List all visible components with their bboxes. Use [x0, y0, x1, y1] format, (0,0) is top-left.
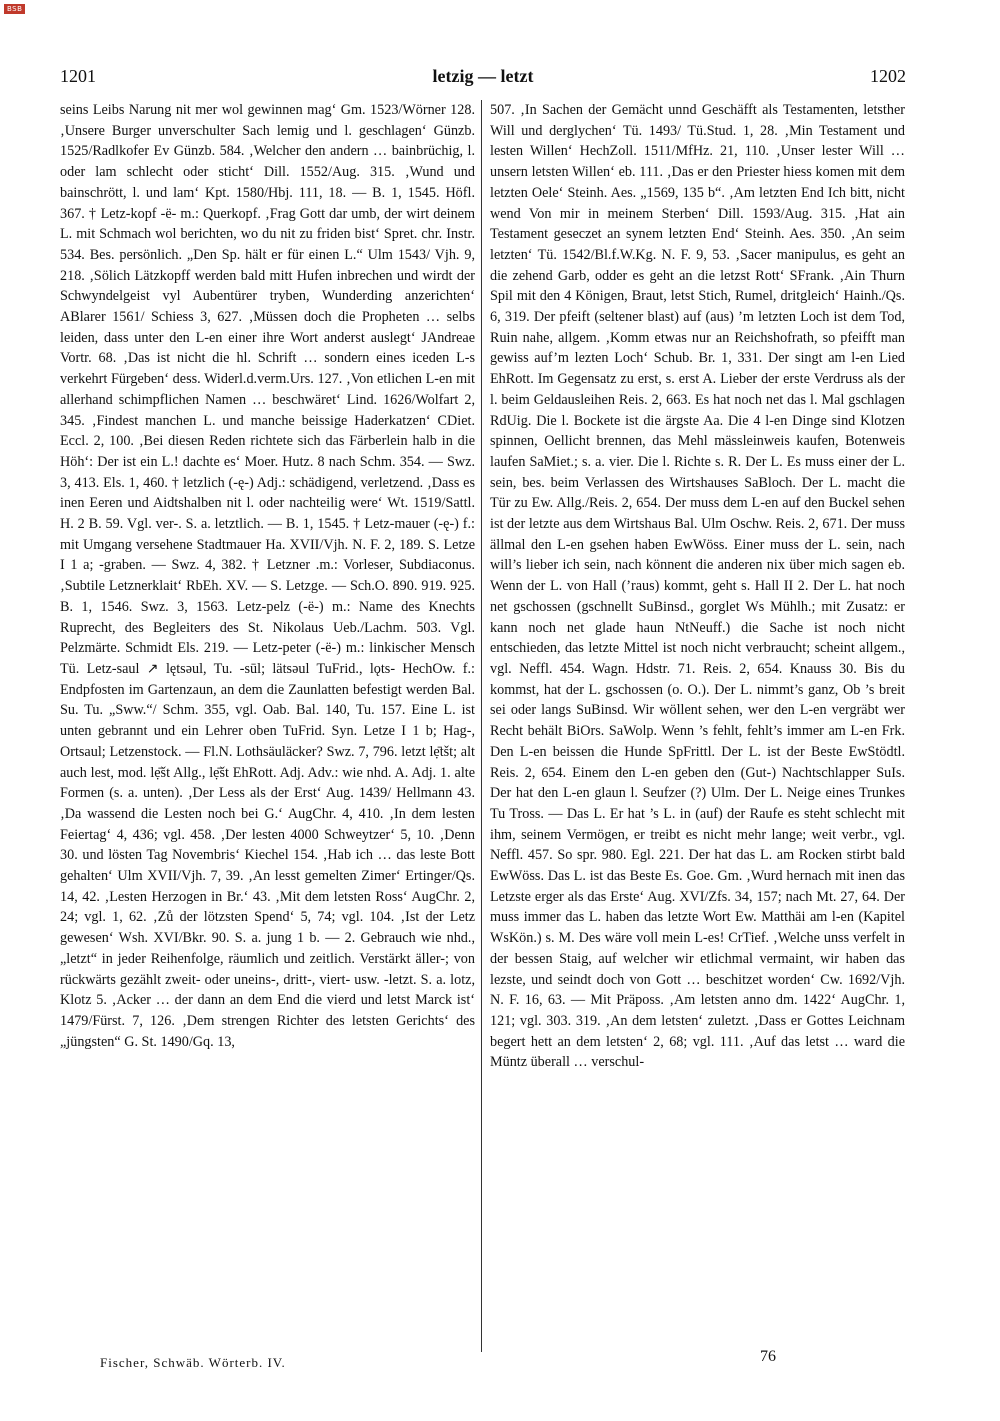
column-divider: [481, 100, 482, 1352]
page-number-right: 1202: [870, 66, 906, 86]
page-header: [60, 66, 906, 90]
column-left: [60, 100, 475, 1355]
column-right-text: 507. ‚In Sachen der Gemächt unnd Geschäfft als Testamenten, letsther Will und derglychen‘ Tü. 1493/ Tü.Stud. 1, 28. ‚Min Testament und lesten Willen‘ HechZoll. 1511/MfHz. 21, 110. ‚Unser lester Will … unsern letsten Willen‘ eb. 111. ‚Das er den Priester hiess komen mit dem letzten Oele‘ Steinh. Aes. „1569, 135 b“. ‚Am letzten End Ich bitt, nicht wend Von mir in meinem Sterben‘ Dill. 1593/Aug. 315. ‚Hat ain Testament geseczet an synem letzten End‘ Steinh. Aes. 350. ‚An seim letzten‘ Tü. 1542/Bl.f.W.Kg. N. F. 9, 53. ‚Sacer manipulus, es geht an die zehend Garb, odder es geht an die letzst Rott‘ SFrank. ‚Ain Thurn Spil mit den 4 Königen, Braut, letst Stich, Rumel, dritgleich‘ Hainh./Qs. 6, 319. Der pfeift (seltener blast) auf (aus) ’m letzten Loch ist dem Tod, Ruin nahe, allgem. ‚Komm etwas nur an Reichshofrath, so pfeifft man gewiss auf’m lezten Loch‘ Schub. Br. 1, 331. Der singt am l-en Lied EhRott. Im Gegensatz zu erst, s. erst A. Lieber der erste Verdruss als der l. beim Geldausleihen Reis. 2, 663. Es hat noch net das l. Mal gschlagen RdUig. Die l. Bockete ist die ärgste Aa. Die 4 l-en Dinge sind Klotzen spinnen, Oellicht brennen, das Mehl mässleinweis kaufen, Botenweis laufen SaMiet.; s. a. vier. Die l. Richte s. R. Der L. Es muss einer der L. sein, bes. beim Verlassen des Wirtshauses SaBloch. Der L. macht die Tür zu Ew. Allg./Reis. 2, 654. Der muss dem L-en auf den Buckel sehen ist der letzte aus dem Wirtshaus Bal. Ulm Oschw. Reis. 2, 671. Der muss ällmal den L-en gsehen haben EwWöss. Einer muss der L. sein, nach will’s lieber ich sein, nach könnent die anderen nix über mich sagen eb. Wenn der L. von Hall (’raus) kommt, geht s. Hall II 2. Der L. hat noch net gschossen (gschnellt SuBinsd., gorglet Ws Mühlh.; mit Zusatz: er kann noch net glade haun NtNeuff.) die Sache ist noch nicht entschieden, das letzte Mittel ist noch nicht verbraucht; scheint allgem., vgl. Neffl. 454. Wagn. Hdstr. 71. Reis. 2, 654. Knauss 30. Bis du kommst, hat der L. gschossen (o. O.). Der L. nimmt’s ganz, Ob ’s breit sei oder langs SuBinsd. Wir wöllent sehen, wer den L-en vergräbt wer Recht behält BiOrs. SaWolp. Wenn ’s fehlt, fehlt’s immer am L-en Frk. Den L-en beissen die Hunde SpFrittl. Der L. ist der Beste EwStödtl. Reis. 2, 654. Einem den L-en geben den (Gut-) Nachtschlapper SuIs. Der hat den L-en glaun l. Seufzer (?) Ulm. Der L. Neige eines Trunkes Tu Tross. — Das L. Er hat ’s L. in (auf) der Raufe es steht schlecht mit ihm, seinem Vermögen, er treibt es nicht mehr lange; weit verbr., vgl. Neffl. 457. So spr. 980. Egl. 221. Der hat das L. am Rocken stirbt bald EwWöss. Das L. ist das Beste Es. Goe. Gm. ‚Wurd hernach mit inen das Letzste erger als das Erste‘ Aug. XVI/Zfs. 34, 157; nach Mt. 27, 64. Der muss immer das L. haben das letzte Wort Ew. Matthäi am l-en (Kapitel WsKön.) s. M. Des wäre voll mein L-es! CrTief. ‚Welche unss verfelt in der bessen Staig, auf welcher wir etlichmal vermaint, wir haben das lezste, und seindt doch von Gott … beschitzet worden‘ Cw. 1692/Vjh. N. F. 16, 63. — Mit Präposs. ‚Am letsten anno dm. 1422‘ AugChr. 1, 121; vgl. 303. 319. ‚An dem letsten‘ zuletzt. ‚Dass er Gottes Leichnam begert hett an dem letsten‘ 2, 68; vgl. 111. ‚Auf das letst … ward die Müntz überall … verschul-: [490, 102, 905, 1071]
sheet-signature: 76: [760, 1348, 776, 1365]
page-number-left: 1201: [60, 66, 96, 86]
library-stamp: BSB: [4, 4, 25, 14]
book-reference: Fischer, Schwäb. Wörterb. IV.: [100, 1355, 286, 1370]
column-left-text: seins Leibs Narung nit mer wol gewinnen mag‘ Gm. 1523/Wörner 128. ‚Unsere Burger unverschulter Sach lemig und l. geschlagen‘ Günzb. 1525/Radlkofer Ev Günzb. 584. ‚Welcher den andern … bainbrüchig, l. oder lam schlecht oder sticht‘ Dill. 1552/Aug. 315. ‚Wund und bainschrött, l. und lam‘ Kpt. 1580/Hbj. 111, 18. — B. 1, 1545. Höfl. 367. † Letz-kopf -ë- m.: Querkopf. ‚Frag Gott dar umb, der wirt deinem L. mit Schmach wol berichten, wo du nit zu friden bist‘ Spret. chr. Instr. 534. Bes. persönlich. „Den Sp. hält er für einen L.“ Ulm 1543/ Vjh. 9, 218. ‚Sölich Lätzkopff werden bald mitt Hufen inbrechen und wirdt der Schwyndelgeist vyl Aubentürer tryben, Wunderding anzerichten‘ ABlarer 1561/ Schiess 3, 627. ‚Müssen doch die Propheten … selbs leiden, dass unter den L-en einer ihre Wort anderst auslegt‘ JAndreae Vortr. 68. ‚Das ist nicht die hl. Schrift … sondern eines iceden L-s verkehrt Fürgeben‘ dess. Widerl.d.verm.Urs. 127. ‚Von etlichen L-en mit allerhand schimpflichen Namen … beschwäret‘ Lind. 1626/Wolfart 2, 345. ‚Findest manchen L. und manche beissige Haderkatzen‘ CDiet. Eccl. 2, 100. ‚Bei diesen Reden richtete sich das Färberlein halb in die Höh‘: Der ist ein L.! dachte es‘ Moer. Hutz. 8 nach Schm. 354. — Swz. 3, 413. Els. 1, 460. † letzlich (-ę-) Adj.: schädigend, verletzend. ‚Dass es inen Eeren und Aidtshalben nit l. oder nachteilig were‘ Wt. 1519/Sattl. H. 2 B. 59. Vgl. ver-. S. a. letztlich. — B. 1, 1545. † Letz-mauer (-ę-) f.: mit Umgang versehene Stadtmauer Ha. XVII/Vjh. N. F. 2, 189. S. Letze I 1 a; -graben. — Swz. 4, 382. † Letzner .m.: Vorleser, Subdiaconus. ‚Subtile Letznerklait‘ RbEh. XV. — S. Letzge. — Sch.O. 890. 919. 925. B. 1, 1546. Swz. 3, 1563. Letz-pelz (-ë-) m.: Name des Knechts Ruprecht, des Begleiters des St. Nikolaus Ueb./Lachm. 503. Vgl. Pelzmärte. Schmidt Els. 219. — Letz-peter (-ë-) m.: linkischer Mensch Tü. Letz-saul ↗ lętsəul, Tu. -sūl; lätsəul TuFrid., lǫts- HechOw. f.: Endpfosten im Gartenzaun, an dem die Zaunlatten befestigt werden Bal. Su. Tu. „Sww.“/ Schm. 355, vgl. Oab. Bal. 140, Tu. 157. Eine L. ist unten gebrannt und ein Lehrer oben TuFrid. Syn. Letze I 1 b; Hag-, Ortsaul; Letzenstock. — Fl.N. Lothsäuläcker? Swz. 7, 796. letzt lẹ̄tšt; alt auch lest, mod. lẹ̄št Allg., lẹ̄št EhRott. Adj. Adv.: wie nhd. A. Adj. 1. alte Formen (s. a. unten). ‚Der Less als der Erst‘ Aug. 1439/ Hellmann 43. ‚Da wassend die Lesten noch bei G.‘ AugChr. 4, 410. ‚In dem lesten Feiertag‘ 4, 436; vgl. 458. ‚Der lesten 4000 Schweytzer‘ 5, 10. ‚Denn 30. und lösten Tag Novembris‘ Kiechel 154. ‚Hab ich … das leste Bott gehalten‘ Ulm XVII/Vjh. 7, 39. ‚An lesst gemelten Zimer‘ Ertinger/Qs. 14, 42. ‚Lesten Herzogen in Br.‘ 43. ‚Mit dem letsten Ross‘ AugChr. 2, 24; vgl. 1, 62. ‚Zů der lötzsten Spend‘ 5, 74; vgl. 104. ‚Ist der Letz gewesen‘ Wsh. XVI/Bkr. 90. S. a. jung 1 b. — 2. Gebrauch wie nhd., „letzt“ in jeder Reihenfolge, räumlich und zeitlich. Verstärkt äller-; von rückwärts gezählt zweit- oder uneins-, dritt-, viert- usw. -letzt. S. a. lotz, Klotz 5. ‚Acker … der dann an dem End die vierd und letst Marck ist‘ 1479/Fürst. 7, 126. ‚Dem strengen Richter des letsten Gerichts‘ des „jüngsten“ G. St. 1490/Gq. 13,: [60, 102, 475, 1050]
page-title: letzig — letzt: [432, 66, 534, 86]
column-right: [490, 100, 905, 1355]
